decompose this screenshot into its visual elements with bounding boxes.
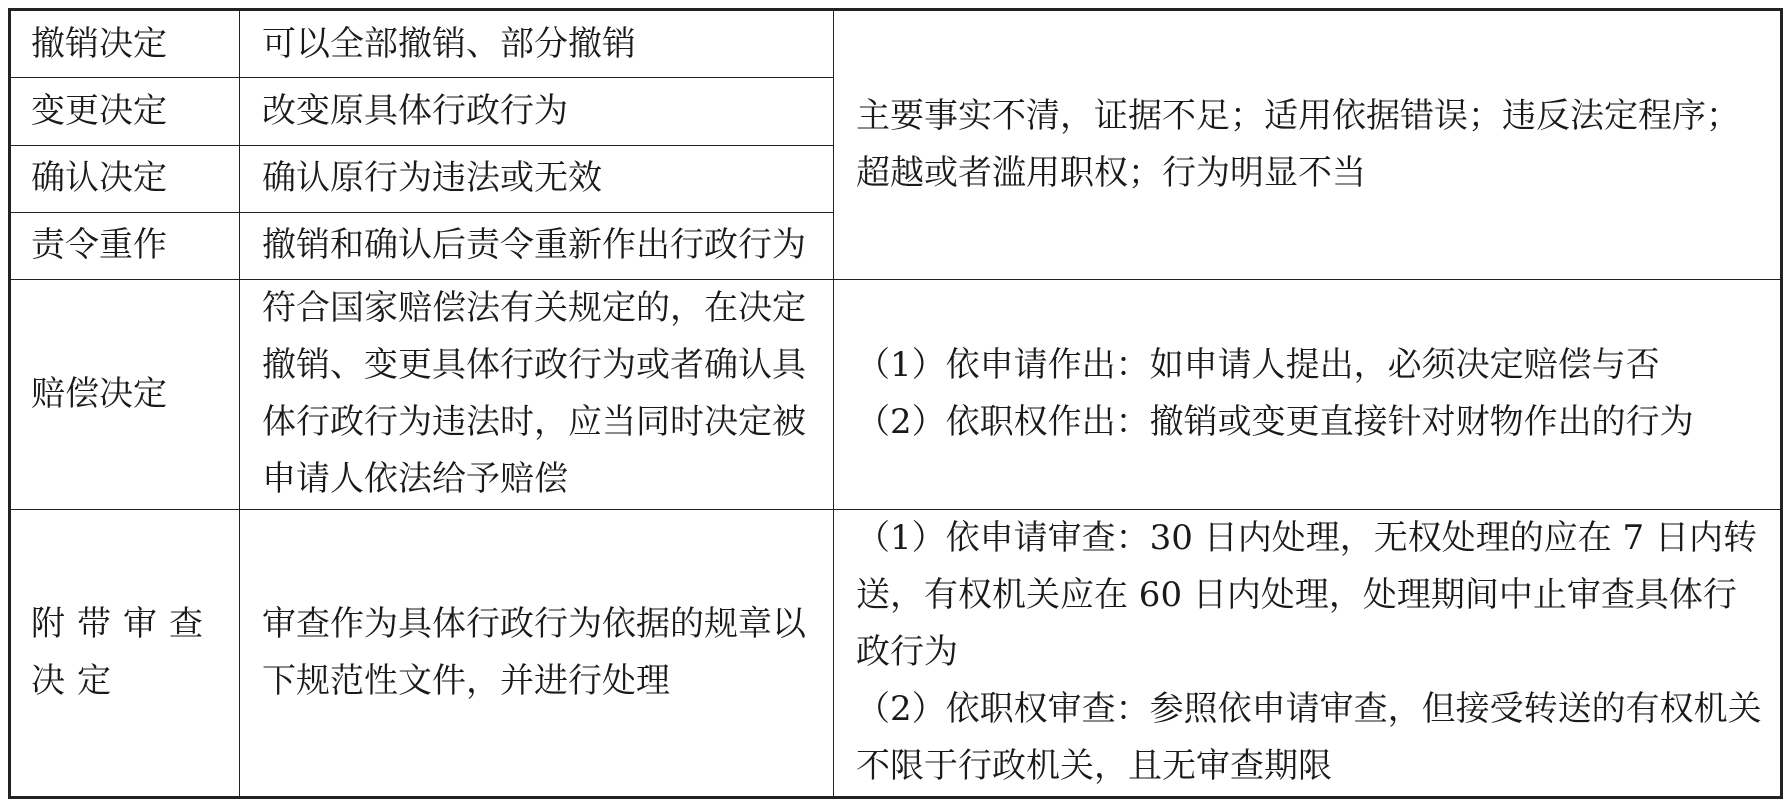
table-row	[10, 509, 1782, 797]
decision-content-cell: 符合国家赔偿法有关规定的，在决定撤销、变更具体行政行为或者确认具体行政行为违法时，应当同时决定被申请人依法给予赔偿	[240, 280, 834, 510]
decision-type-cell: 赔偿决定	[10, 280, 240, 510]
decision-type-cell: 确认决定	[10, 145, 240, 212]
decision-type-cell: 责令重作	[10, 212, 240, 279]
decision-type-cell: 变更决定	[10, 78, 240, 145]
merged-conditions-cell: 主要事实不清，证据不足；适用依据错误；违反法定程序；超越或者滥用职权；行为明显不当	[834, 10, 1782, 280]
review-conditions-cell	[834, 509, 1782, 797]
compensation-item: （2）依职权作出：撤销或变更直接针对财物作出的行为	[856, 402, 1694, 443]
decision-content-cell: 可以全部撤销、部分撤销	[240, 10, 834, 78]
compensation-conditions-cell	[834, 280, 1782, 510]
decision-type-cell: 撤销决定	[10, 10, 240, 78]
table-row	[10, 10, 1782, 78]
review-item: （1）依申请审查：30 日内处理，无权处理的应在 7 日内转送，有权机关应在 60 日内处理，处理期间中止审查具体行政行为	[856, 518, 1757, 673]
review-item: （2）依职权审查：参照依申请审查，但接受转送的有权机关不限于行政机关，且无审查期限	[856, 689, 1762, 787]
decision-type-cell: 附带审查决定	[10, 509, 240, 797]
table-row	[10, 280, 1782, 510]
decision-content-cell: 审查作为具体行政行为依据的规章以下规范性文件，并进行处理	[240, 509, 834, 797]
decision-content-cell: 改变原具体行政行为	[240, 78, 834, 145]
decision-content-cell: 确认原行为违法或无效	[240, 145, 834, 212]
compensation-item: （1）依申请作出：如申请人提出，必须决定赔偿与否	[856, 345, 1660, 386]
decision-table	[8, 8, 1783, 799]
decision-content-cell: 撤销和确认后责令重新作出行政行为	[240, 212, 834, 279]
